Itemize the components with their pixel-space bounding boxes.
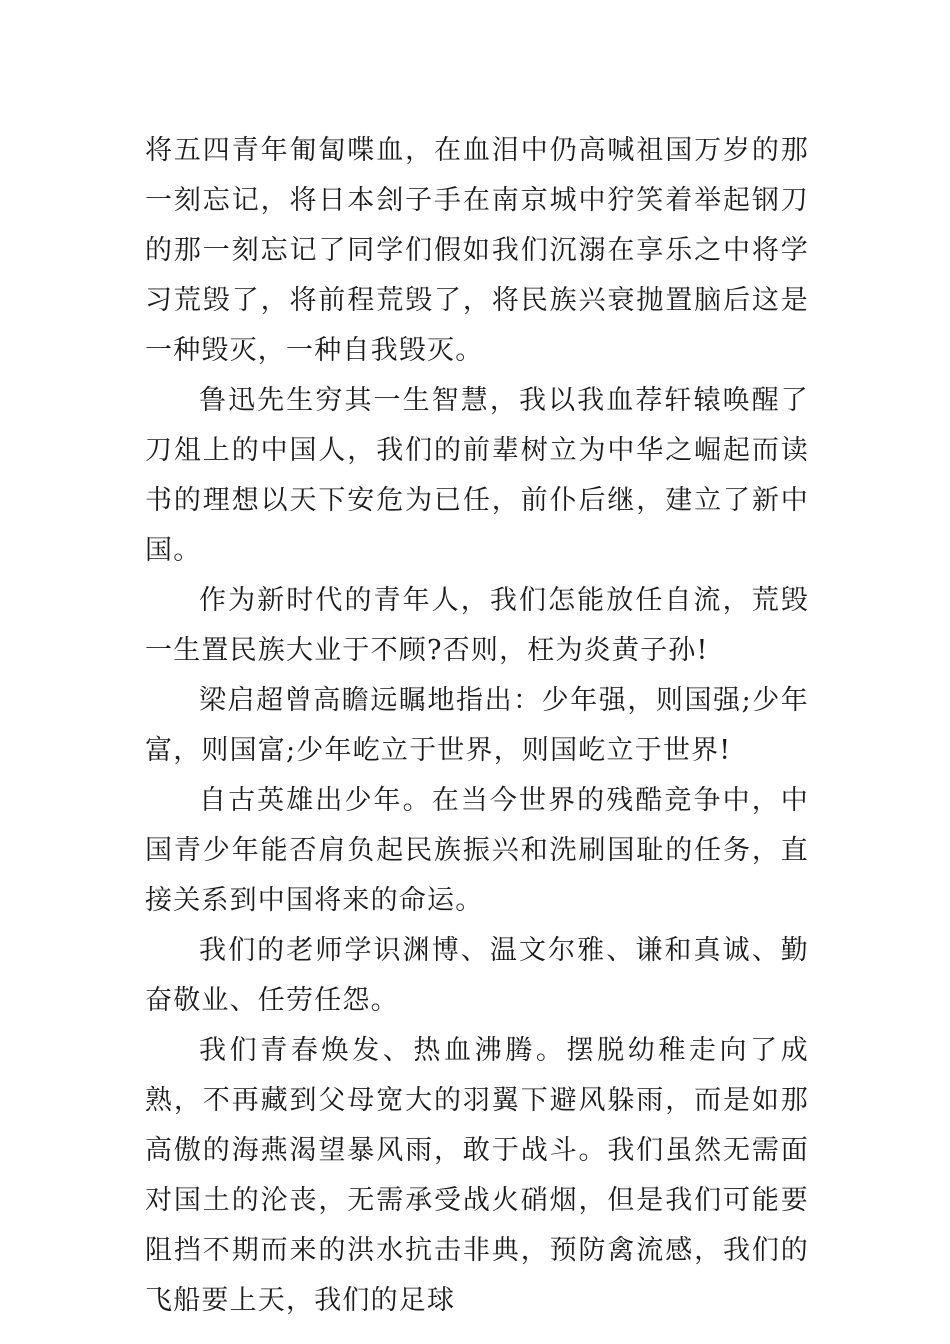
paragraph-6: 我们的老师学识渊博、温文尔雅、谦和真诚、勤奋敬业、任劳任怨。	[145, 935, 809, 1016]
paragraph-5: 自古英雄出少年。在当今世界的残酷竞争中，中国青少年能否肩负起民族振兴和洗刷国耻的任务，直接关系到中国将来的命运。	[145, 785, 809, 916]
paragraph-7: 我们青春焕发、热血沸腾。摆脱幼稚走向了成熟，不再藏到父母宽大的羽翼下避风躲雨，而是如那高傲的海燕渴望暴风雨，敢于战斗。我们虽然无需面对国土的沦丧，无需承受战火硝烟，但是我们可能要阻挡不期而来的洪水抗击非典，预防禽流感，我们的飞船要上天，我们的足球	[145, 1035, 809, 1316]
paragraph-1: 将五四青年匍匐喋血，在血泪中仍高喊祖国万岁的那一刻忘记，将日本刽子手在南京城中狞笑着举起钢刀的那一刻忘记了同学们假如我们沉溺在享乐之中将学习荒毁了，将前程荒毁了，将民族兴衰抛置脑后这是一种毁灭，一种自我毁灭。	[145, 135, 809, 366]
paragraph-4: 梁启超曾高瞻远瞩地指出：少年强，则国强;少年富，则国富;少年屹立于世界，则国屹立于世界!	[145, 685, 809, 766]
paragraph-3: 作为新时代的青年人，我们怎能放任自流，荒毁一生置民族大业于不顾?否则，枉为炎黄子孙!	[145, 585, 809, 666]
paragraph-2: 鲁迅先生穷其一生智慧，我以我血荐轩辕唤醒了刀俎上的中国人，我们的前辈树立为中华之崛起而读书的理想以天下安危为已任，前仆后继，建立了新中国。	[145, 385, 809, 566]
document-body	[145, 126, 809, 1326]
